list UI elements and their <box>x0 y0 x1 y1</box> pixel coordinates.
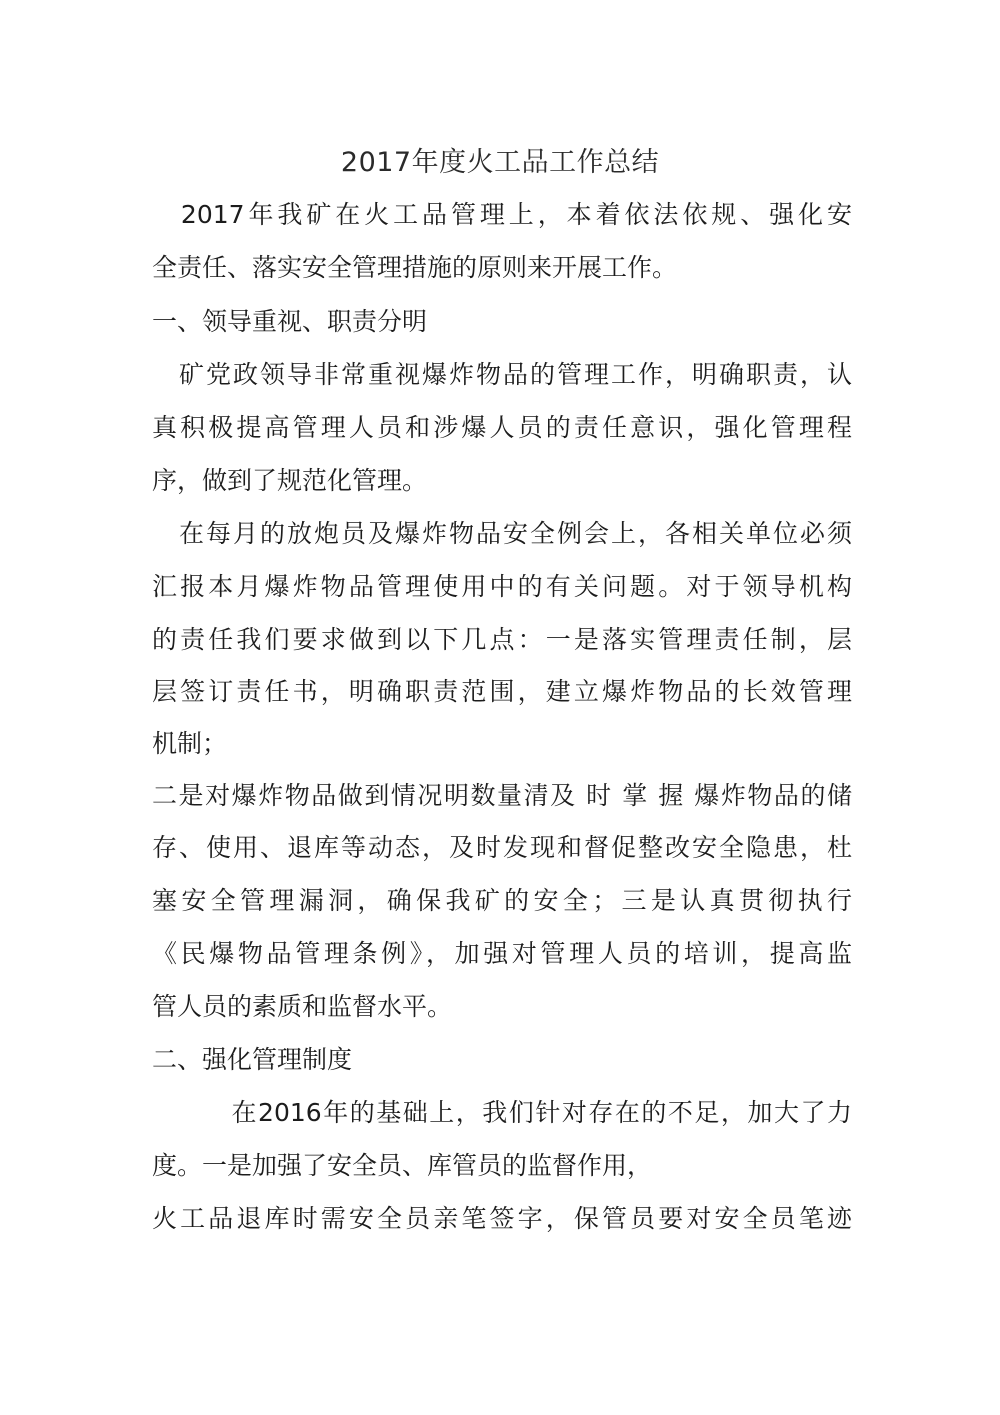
text-line: 2017年我矿在火工品管理上，本着依法依规、强化安 <box>152 200 852 229</box>
text-line: 序，做到了规范化管理。 <box>152 466 428 495</box>
text-line: 管人员的素质和监督水平。 <box>152 992 453 1021</box>
text-line: 存、使用、退库等动态，及时发现和督促整改安全隐患，杜 <box>152 833 852 862</box>
text-line: 在每月的放炮员及爆炸物品安全例会上，各相关单位必须 <box>152 519 852 548</box>
text-line: 在2016年的基础上，我们针对存在的不足，加大了力 <box>152 1098 852 1127</box>
text-line: 真积极提高管理人员和涉爆人员的责任意识，强化管理程 <box>152 413 852 442</box>
text-line: 机制； <box>152 729 228 758</box>
text-line: 一、领导重视、职责分明 <box>152 307 428 336</box>
text-line: 汇报本月爆炸物品管理使用中的有关问题。对于领导机构 <box>152 572 852 601</box>
text-line: 《民爆物品管理条例》，加强对管理人员的培训，提高监 <box>152 939 852 968</box>
text-line: 矿党政领导非常重视爆炸物品的管理工作，明确职责，认 <box>152 360 852 389</box>
text-line: 塞安全管理漏洞，确保我矿的安全；三是认真贯彻执行 <box>152 886 852 915</box>
text-line: 火工品退库时需安全员亲笔签字，保管员要对安全员笔迹 <box>152 1204 852 1233</box>
text-line: 全责任、落实安全管理措施的原则来开展工作。 <box>152 253 678 282</box>
document-title: 2017年度火工品工作总结 <box>340 147 660 178</box>
text-line: 的责任我们要求做到以下几点：一是落实管理责任制，层 <box>152 625 852 654</box>
text-line: 二、强化管理制度 <box>152 1045 353 1074</box>
text-line: 度。一是加强了安全员、库管员的监督作用， <box>152 1151 653 1180</box>
text-line: 二是对爆炸物品做到情况明数量清及 时 掌 握 爆炸物品的储 <box>152 781 852 810</box>
text-line: 层签订责任书，明确职责范围，建立爆炸物品的长效管理 <box>152 677 852 706</box>
